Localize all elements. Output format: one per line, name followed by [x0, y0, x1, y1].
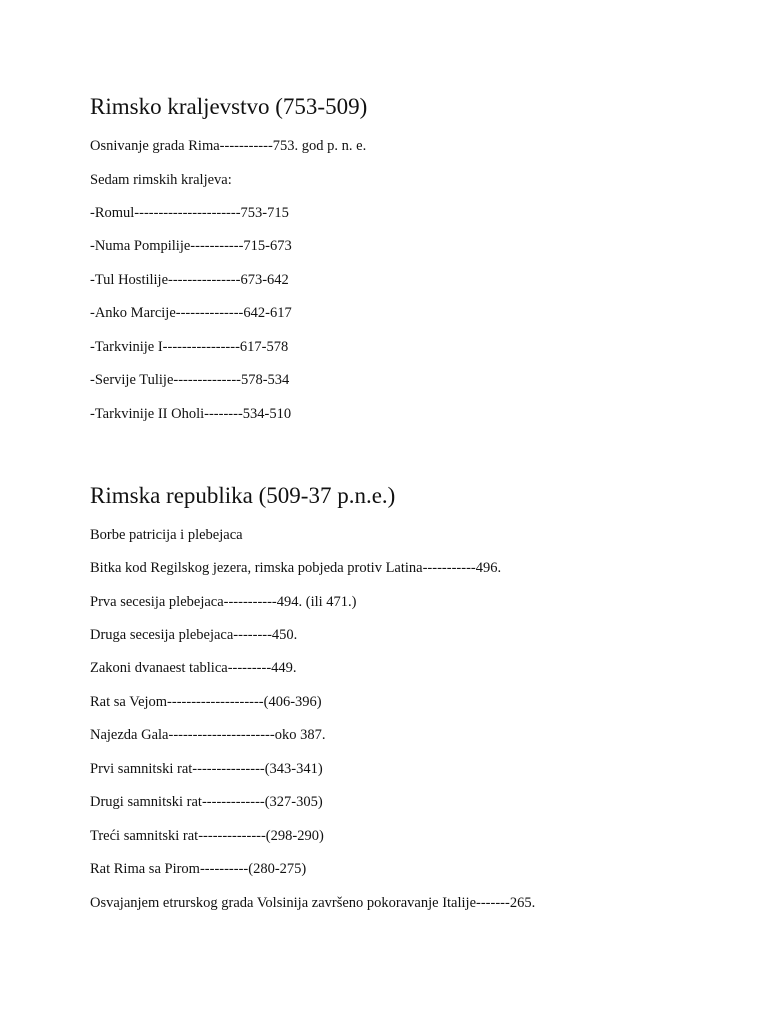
- text-line: Borbe patricija i plebejaca: [90, 527, 243, 543]
- text-line: Sedam rimskih kraljeva:: [90, 172, 232, 188]
- list-item-event: Drugi samnitski rat-------------(327-305): [90, 794, 323, 810]
- list-item-event: Bitka kod Regilskog jezera, rimska pobjeda protiv Latina-----------496.: [90, 560, 502, 576]
- list-item-king: -Numa Pompilije-----------715-673: [90, 238, 292, 254]
- list-item-event: Najezda Gala----------------------oko 387.: [90, 727, 326, 743]
- list-item-event: Druga secesija plebejaca--------450.: [90, 627, 298, 643]
- list-item-event: Osvajanjem etrurskog grada Volsinija završeno pokoravanje Italije-------265.: [90, 895, 536, 911]
- list-item-event: Zakoni dvanaest tablica---------449.: [90, 660, 297, 676]
- section-title-roman-kingdom: Rimsko kraljevstvo (753-509): [90, 94, 368, 119]
- list-item-king: -Servije Tulije--------------578-534: [90, 372, 290, 388]
- list-item-event: Prvi samnitski rat---------------(343-341): [90, 761, 323, 777]
- list-item-king: -Tul Hostilije---------------673-642: [90, 272, 289, 288]
- list-item-event: Treći samnitski rat--------------(298-290): [90, 828, 324, 844]
- list-item-event: Rat sa Vejom--------------------(406-396): [90, 694, 322, 710]
- list-item-king: -Tarkvinije I----------------617-578: [90, 339, 289, 355]
- text-line: Osnivanje grada Rima-----------753. god p. n. e.: [90, 138, 367, 154]
- list-item-king: -Anko Marcije--------------642-617: [90, 305, 292, 321]
- list-item-event: Rat Rima sa Pirom----------(280-275): [90, 861, 307, 877]
- list-item-king: -Tarkvinije II Oholi--------534-510: [90, 406, 292, 422]
- list-item-king: -Romul----------------------753-715: [90, 205, 289, 221]
- list-item-event: Prva secesija plebejaca-----------494. (ili 471.): [90, 594, 357, 610]
- section-title-roman-republic: Rimska republika (509-37 p.n.e.): [90, 483, 396, 508]
